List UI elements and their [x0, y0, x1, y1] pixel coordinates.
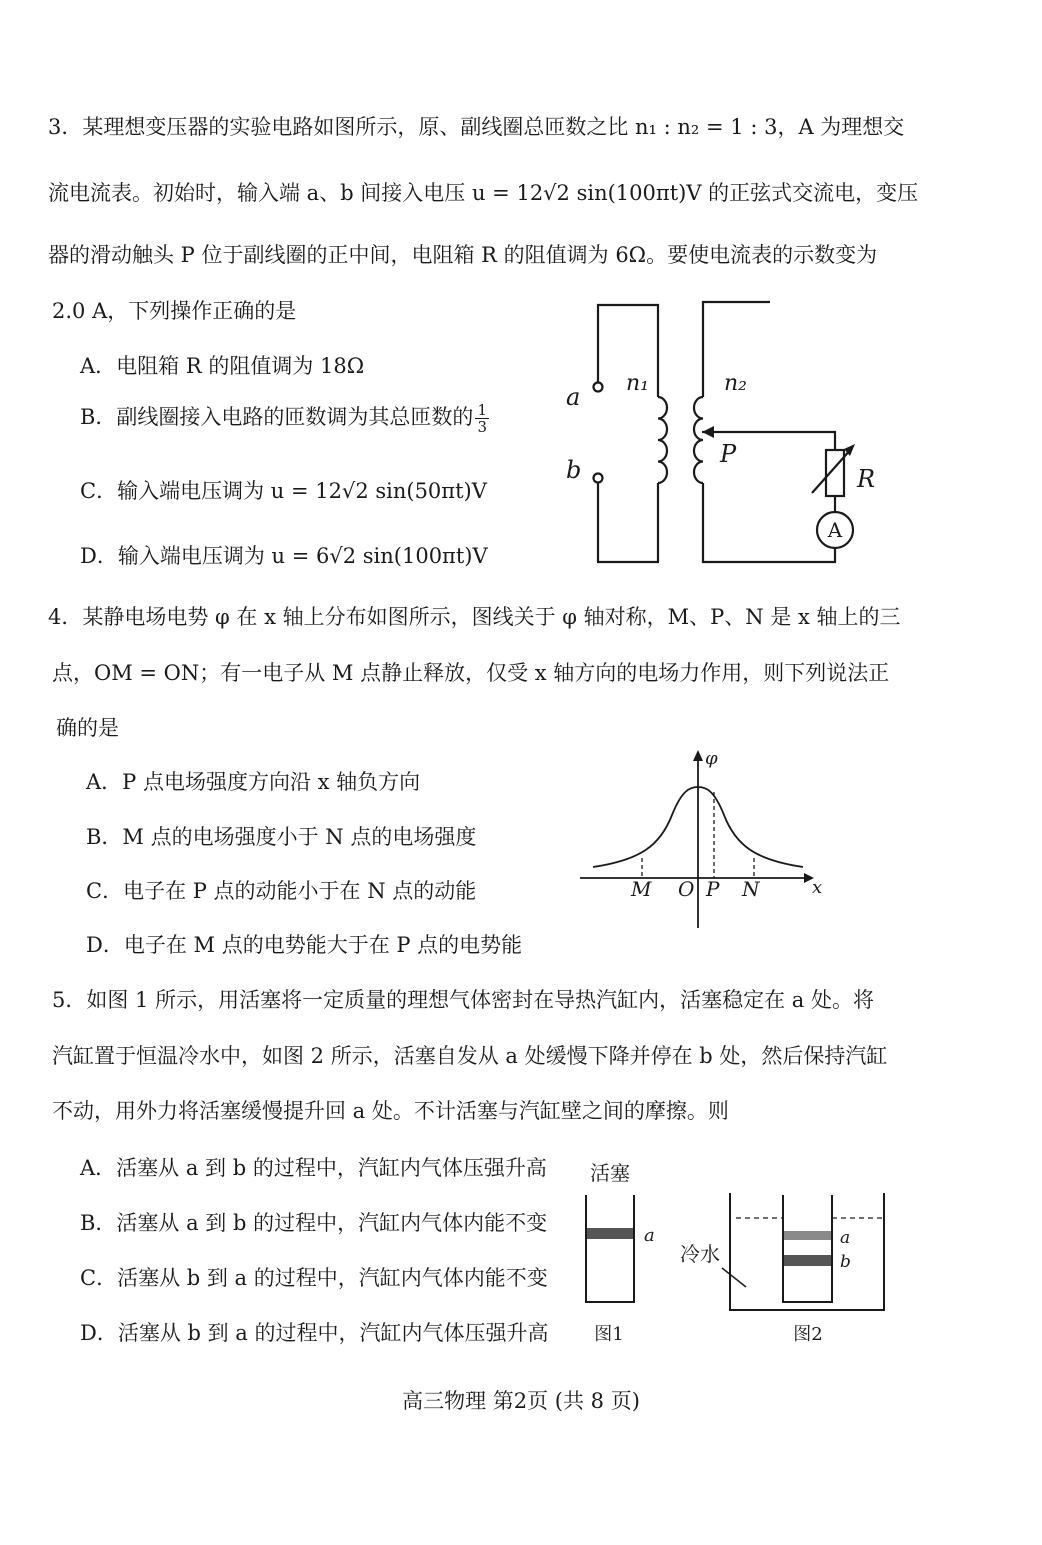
secondary-wire-bottom — [703, 483, 835, 562]
fig2-cold-water-label: 冷水 — [680, 1242, 720, 1266]
q5-option-d: D．活塞从 b 到 a 的过程中，汽缸内气体压强升高 — [80, 1321, 549, 1345]
label-n2: n₂ — [724, 371, 747, 396]
q3-option-b-fraction — [475, 402, 489, 435]
phi-axis-arrowhead — [693, 750, 703, 761]
label-a: a — [566, 383, 581, 411]
q5-line-3: 不动，用外力将活塞缓慢提升回 a 处。不计活塞与汽缸壁之间的摩擦。则 — [52, 1099, 729, 1123]
slider-arrowhead — [702, 426, 714, 438]
q3-option-c: C．输入端电压调为 u = 12√2 sin(50πt)V — [80, 479, 487, 503]
q3-line-3: 器的滑动触头 P 位于副线圈的正中间，电阻箱 R 的阻值调为 6Ω。要使电流表的示数变为 — [48, 243, 878, 267]
fig1-caption: 图1 — [594, 1324, 624, 1345]
q5-line-1: 5．如图 1 所示，用活塞将一定质量的理想气体密封在导热汽缸内，活塞稳定在 a 处。将 — [52, 988, 874, 1012]
label-r: R — [857, 465, 876, 493]
secondary-coil — [694, 397, 703, 483]
fig2-cylinder — [783, 1195, 832, 1302]
fig2-cold-water-pointer — [722, 1268, 746, 1287]
label-o: O — [678, 877, 695, 901]
q3-option-a: A．电阻箱 R 的阻值调为 18Ω — [80, 354, 365, 378]
q3-option-b-denominator: 3 — [477, 418, 487, 436]
cylinder-figures — [575, 1150, 895, 1350]
label-x: x — [812, 877, 823, 898]
q3-option-d: D．输入端电压调为 u = 6√2 sin(100πt)V — [80, 544, 488, 568]
terminal-b — [594, 474, 603, 483]
q5-option-c: C．活塞从 b 到 a 的过程中，汽缸内气体内能不变 — [80, 1266, 548, 1290]
q4-option-a: A．P 点电场强度方向沿 x 轴负方向 — [86, 770, 421, 794]
q5-option-a: A．活塞从 a 到 b 的过程中，汽缸内气体压强升高 — [80, 1156, 547, 1180]
label-p-point: P — [706, 877, 720, 901]
q3-line-2: 流电流表。初始时，输入端 a、b 间接入电压 u = 12√2 sin(100πt)V 的正弦式交流电，变压 — [48, 181, 919, 205]
fig1-piston — [587, 1228, 633, 1239]
q4-option-b: B．M 点的电场强度小于 N 点的电场强度 — [86, 825, 477, 849]
q4-option-d: D．电子在 M 点的电势能大于在 P 点的电势能 — [86, 933, 523, 957]
label-b: b — [566, 456, 582, 484]
q5-option-b: B．活塞从 a 到 b 的过程中，汽缸内气体内能不变 — [80, 1211, 548, 1235]
fig2-piston-position-a — [784, 1231, 831, 1240]
fig2-label-a: a — [840, 1228, 851, 1248]
fig1-cylinder — [586, 1195, 634, 1302]
primary-wire-bottom — [598, 483, 658, 562]
label-n1: n₁ — [626, 371, 649, 396]
label-p: P — [720, 440, 737, 468]
fig2-label-b: b — [840, 1252, 851, 1272]
terminal-a — [594, 383, 603, 392]
q3-option-b — [80, 402, 489, 435]
primary-coil — [658, 397, 667, 483]
q3-line-1: 3．某理想变压器的实验电路如图所示，原、副线圈总匝数之比 n₁ : n₂ = 1 : 3，A 为理想交 — [48, 115, 905, 139]
fig2-water-tank — [730, 1193, 884, 1310]
q3-option-b-text: B．副线圈接入电路的匝数调为其总匝数的 — [80, 405, 474, 429]
fig1-piston-label: 活塞 — [590, 1161, 630, 1185]
potential-graph — [570, 740, 840, 940]
q4-line-3: 确的是 — [56, 716, 119, 740]
label-ammeter: A — [827, 518, 843, 542]
transformer-circuit-figure — [540, 290, 900, 580]
fig2-piston-position-b — [784, 1255, 831, 1266]
q3-option-b-numerator: 1 — [477, 401, 487, 419]
label-phi: φ — [705, 748, 718, 769]
label-n: N — [742, 877, 760, 901]
label-m: M — [631, 877, 652, 901]
fig1-label-a: a — [644, 1225, 655, 1246]
q4-option-c: C．电子在 P 点的动能小于在 N 点的动能 — [86, 879, 477, 903]
q5-line-2: 汽缸置于恒温冷水中，如图 2 所示，活塞自发从 a 处缓慢下降并停在 b 处，然后保持汽缸 — [52, 1044, 888, 1068]
fig2-caption: 图2 — [793, 1324, 823, 1345]
q4-line-1: 4．某静电场电势 φ 在 x 轴上分布如图所示，图线关于 φ 轴对称，M、P、N 是 x 轴上的三 — [48, 605, 901, 629]
q4-line-2: 点，OM = ON；有一电子从 M 点静止释放，仅受 x 轴方向的电场力作用，则下列说法正 — [52, 661, 890, 685]
q3-line-4: 2.0 A，下列操作正确的是 — [52, 299, 297, 323]
page-footer: 高三物理 第2页 (共 8 页) — [402, 1389, 640, 1413]
